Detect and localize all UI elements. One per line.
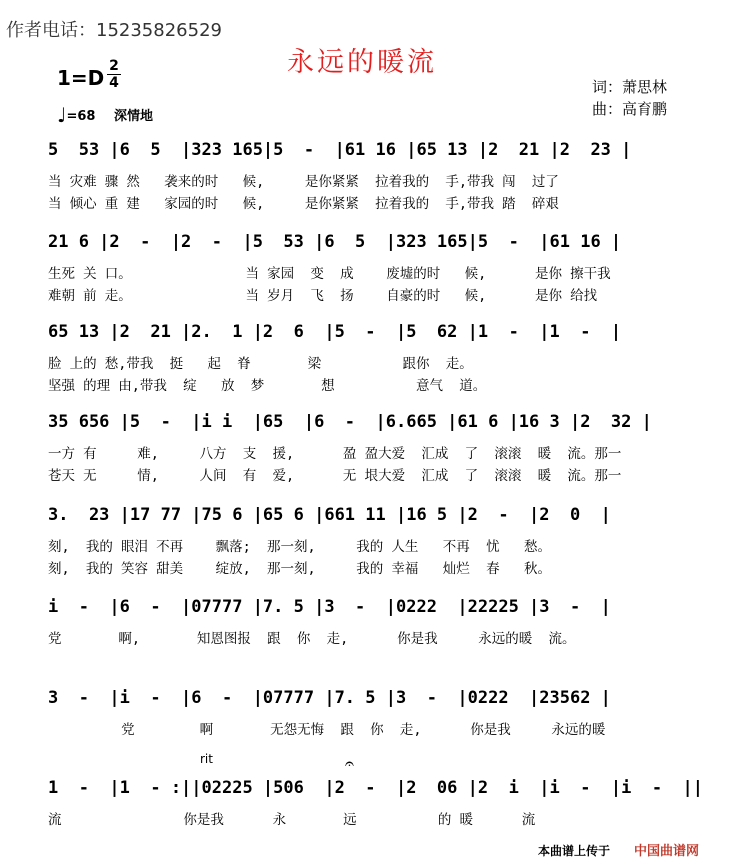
tempo-value: =68 — [66, 109, 96, 124]
notation-line: i - |6 - |07777 |7. 5 |3 - |0222 |22225 |3 - | — [48, 597, 611, 617]
tempo-marking — [57, 103, 153, 127]
notation-line: 65 13 |2 21 |2. 1 |2 6 |5 - |5 62 |1 - |1 - | — [48, 322, 622, 342]
quarter-note-icon: ♩ — [57, 103, 67, 127]
notation-line: 1 - |1 - :||02225 |506 |2 - |2 06 |2 i |i - |i - || — [48, 778, 704, 798]
lyric-verse-1: 一方 有 难, 八方 支 援, 盈 盈大爱 汇成 了 滚滚 暖 流。那一 — [48, 446, 622, 462]
lyric-verse-1: 当 灾难 骤 然 袭来的时 候, 是你紧紧 拉着我的 手,带我 闯 过了 — [48, 174, 559, 190]
lyric-verse-1: 党 啊 无怨无悔 跟 你 走, 你是我 永远的暖 — [48, 722, 606, 738]
lyric-verse-1: 党 啊, 知恩图报 跟 你 走, 你是我 永远的暖 流。 — [48, 631, 576, 647]
lyric-verse-1: 刻, 我的 眼泪 不再 飘落; 那一刻, 我的 人生 不再 忧 愁。 — [48, 539, 551, 555]
site-logo: 中国曲谱网 — [634, 844, 700, 859]
contact-phone: 作者电话：15235826529 — [6, 20, 222, 41]
time-signature — [107, 58, 121, 91]
key-signature: 1=D — [57, 66, 105, 90]
ritardando-mark: rit — [200, 752, 213, 766]
song-title: 永远的暖流 — [287, 47, 437, 78]
lyric-verse-2: 当 倾心 重 建 家园的时 候, 是你紧紧 拉着我的 手,带我 踏 碎艰 — [48, 196, 559, 212]
lyric-verse-2: 刻, 我的 笑容 甜美 绽放, 那一刻, 我的 幸福 灿烂 春 秋。 — [48, 561, 551, 577]
time-sig-top: 2 — [109, 58, 119, 74]
notation-line: 3. 23 |17 77 |75 6 |65 6 |661 11 |16 5 |2 - |2 0 | — [48, 505, 611, 525]
notation-line: 3 - |i - |6 - |07777 |7. 5 |3 - |0222 |23562 | — [48, 688, 611, 708]
lyric-verse-2: 坚强 的理 由,带我 绽 放 梦 想 意气 道。 — [48, 378, 487, 394]
upload-footer: 本曲谱上传于 — [538, 844, 611, 858]
notation-line: 21 6 |2 - |2 - |5 53 |6 5 |323 165|5 - |61 16 | — [48, 232, 622, 252]
lyricist-credit: 词：萧思林 — [592, 78, 668, 96]
lyric-verse-1: 流 你是我 永 远 的 暖 流 — [48, 812, 536, 828]
lyric-verse-2: 难朝 前 走。 当 岁月 飞 扬 自豪的时 候, 是你 给找 — [48, 288, 598, 304]
composer-credit: 曲：高育鹏 — [592, 100, 668, 118]
lyric-verse-1: 脸 上的 愁,带我 挺 起 脊 梁 跟你 走。 — [48, 356, 473, 372]
time-sig-bottom: 4 — [107, 74, 121, 91]
notation-line: 35 656 |5 - |i i |65 |6 - |6.665 |61 6 |16 3 |2 32 | — [48, 412, 652, 432]
notation-line: 5 53 |6 5 |323 165|5 - |61 16 |65 13 |2 21 |2 23 | — [48, 140, 632, 160]
lyric-verse-1: 生死 关 口。 当 家园 变 成 废墟的时 候, 是你 擦干我 — [48, 266, 611, 282]
lyric-verse-2: 苍天 无 情, 人间 有 爱, 无 垠大爱 汇成 了 滚滚 暖 流。那一 — [48, 468, 622, 484]
fermata-icon: 𝄐 — [345, 754, 354, 773]
expression-mark: 深情地 — [113, 109, 153, 124]
